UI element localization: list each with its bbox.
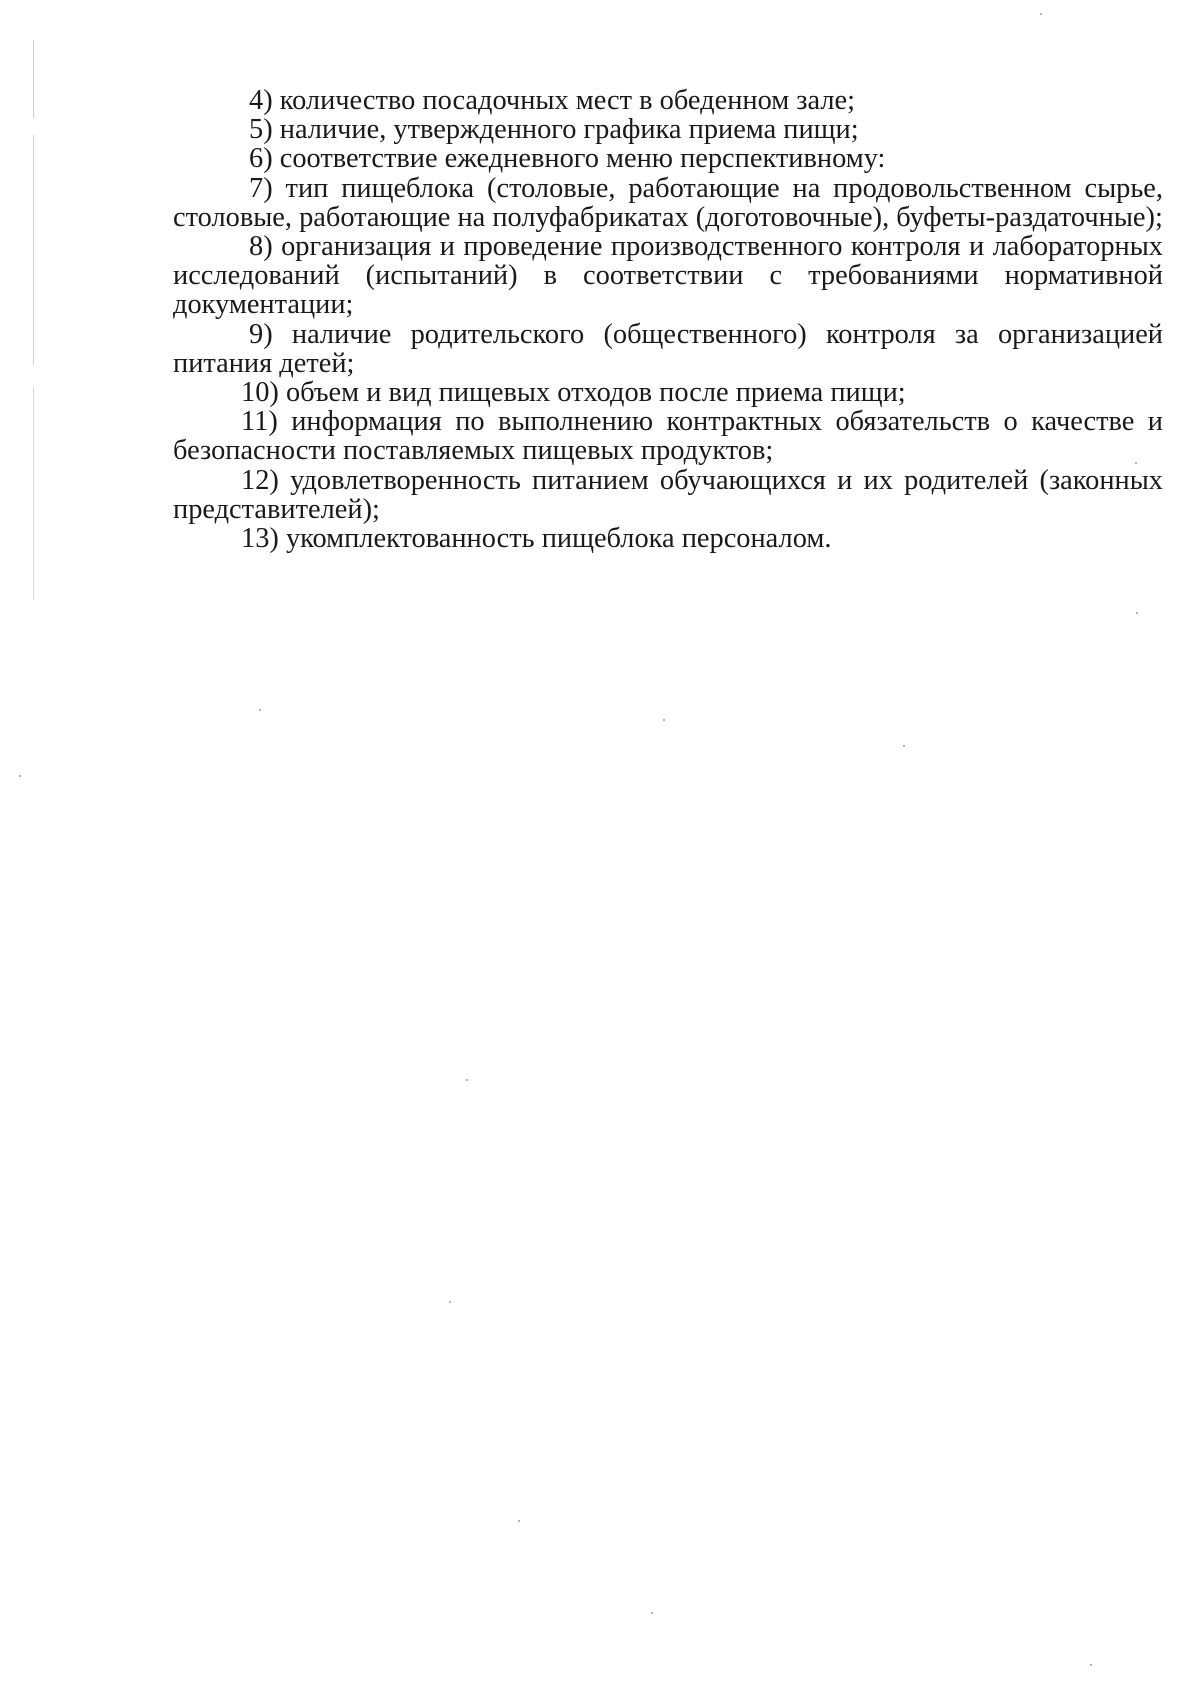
scan-speck [1090, 1664, 1092, 1666]
list-item-9: 9) наличие родительского (общественного) контроля за организацией питания детей; [173, 318, 1163, 379]
scan-speck [663, 719, 665, 721]
scan-speck [1136, 612, 1138, 614]
scan-speck [449, 1301, 451, 1303]
list-item-12: 12) удовлетворенность питанием обучающихся и их родителей (законных представителей); [173, 464, 1163, 525]
scan-speck [19, 775, 21, 777]
scan-speck [651, 1612, 653, 1614]
list-item-10: 10) объем и вид пищевых отходов после приема пищи; [241, 377, 906, 409]
scan-edge-line [33, 40, 34, 600]
list-item-8: 8) организация и проведение производственного контроля и лабораторных исследований (испытаний) в соответствии с требованиями нормативной документации; [173, 231, 1163, 321]
scan-speck [903, 745, 905, 747]
scan-speck [259, 709, 261, 711]
document-body [173, 86, 1163, 553]
list-item-13: 13) укомплектованность пищеблока персоналом. [241, 523, 832, 555]
list-item-4: 4) количество посадочных мест в обеденном зале; [249, 85, 856, 116]
list-item-7: 7) тип пищеблока (столовые, работающие на продовольственном сырье, столовые, работающие на полуфабрикатах (доготовочные), буфеты-раздаточные); [173, 172, 1163, 233]
scan-speck [1040, 13, 1042, 15]
scan-speck [518, 1520, 520, 1522]
list-item-11: 11) информация по выполнению контрактных обязательств о качестве и безопасности поставляемых пищевых продуктов; [173, 406, 1163, 467]
scan-speck [466, 1079, 468, 1081]
list-item-6: 6) соответствие ежедневного меню перспективному: [249, 143, 886, 175]
scan-speck [1135, 462, 1137, 464]
list-item-5: 5) наличие, утвержденного графика приема пищи; [249, 114, 859, 146]
